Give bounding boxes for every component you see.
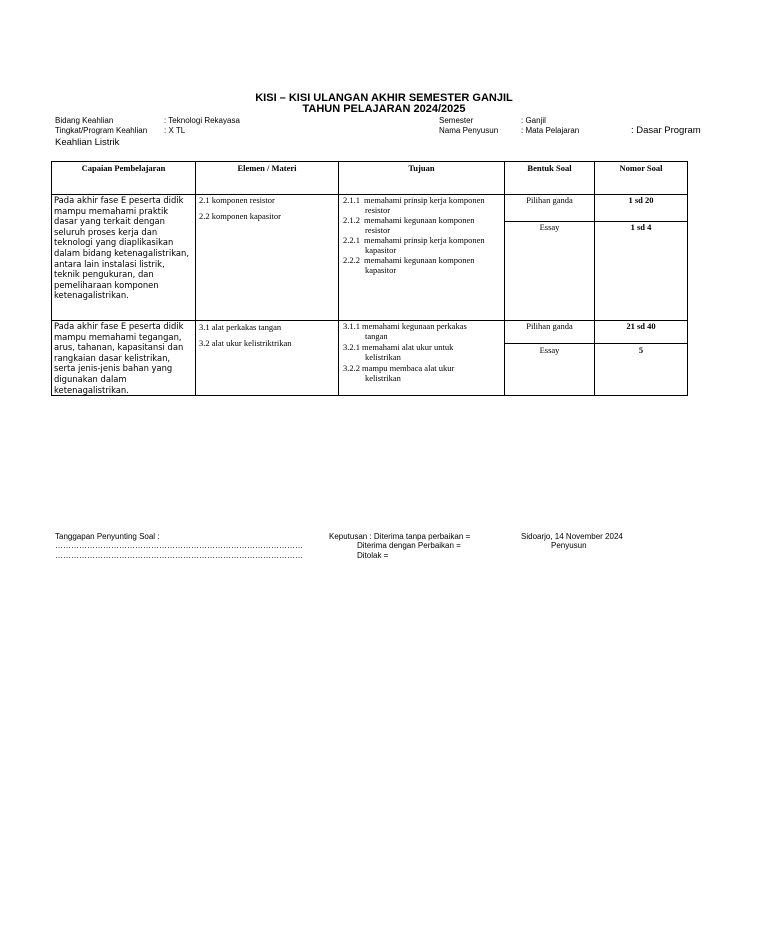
nomor-cell xyxy=(595,195,688,321)
header-nomor: Nomor Soal xyxy=(595,162,688,195)
tanggapan-dots-line1: ………………………………………………………………………………… xyxy=(55,541,303,550)
nomor-item: 1 sd 20 xyxy=(595,195,687,222)
bidang-value: : Teknologi Rekayasa xyxy=(164,116,240,125)
bentuk-cell xyxy=(505,321,595,396)
nomor-item: 1 sd 4 xyxy=(630,222,652,232)
tujuan-item: 2.1.2 memahami kegunaan komponen xyxy=(343,215,475,225)
nomor-item: 5 xyxy=(638,345,644,355)
tanggapan-label: Tanggapan Penyunting Soal : xyxy=(55,532,160,541)
tujuan-item-cont: kapasitor xyxy=(365,245,397,255)
semester-label: Semester xyxy=(439,116,474,125)
penyusun-signature-label: Penyusun xyxy=(551,541,587,550)
tujuan-item: 3.2.2 mampu membaca alat ukur xyxy=(343,363,455,373)
bentuk-item: Essay xyxy=(539,222,560,232)
elemen-item: 3.2 alat ukur kelistriktrikan xyxy=(199,338,292,348)
tingkat-label: Tingkat/Program Keahlian xyxy=(55,126,148,135)
penyusun-label: Nama Penyusun xyxy=(439,126,499,135)
keputusan-label: Keputusan : Diterima tanpa perbaikan = xyxy=(329,532,471,541)
table-header-row xyxy=(52,162,688,195)
document-subtitle: TAHUN PELAJARAN 2024/2025 xyxy=(302,103,466,115)
header-elemen: Elemen / Materi xyxy=(196,162,339,195)
tujuan-cell xyxy=(339,321,505,396)
tujuan-item-cont: kelistrikan xyxy=(365,352,401,362)
bentuk-cell xyxy=(505,195,595,321)
bentuk-item: Pilihan ganda xyxy=(505,195,594,222)
mapel-name: : Dasar Program xyxy=(631,125,701,136)
capaian-cell: Pada akhir fase E peserta didik mampu memahami tegangan, arus, tahanan, kapasitansi dan rangkaian dasar kelistrikan, serta jenis-jenis bahan yang digunakan dalam ketenagalistrikan. xyxy=(52,321,196,396)
tujuan-item: 2.2.2 memahami kegunaan komponen xyxy=(343,255,475,265)
elemen-item: 3.1 alat perkakas tangan xyxy=(199,322,282,332)
document-title: KISI – KISI ULANGAN AKHIR SEMESTER GANJIL xyxy=(255,92,513,104)
tujuan-item-cont: resistor xyxy=(365,205,391,215)
bentuk-item: Pilihan ganda xyxy=(505,321,594,344)
nomor-item: 21 sd 40 xyxy=(595,321,687,344)
kisi-table xyxy=(51,161,688,396)
tujuan-item-cont: kelistrikan xyxy=(365,373,401,383)
header-capaian: Capaian Pembelajaran xyxy=(52,162,196,195)
table-row xyxy=(52,321,688,396)
tingkat-value: : X TL xyxy=(164,126,186,135)
tujuan-item-cont: resistor xyxy=(365,225,391,235)
elemen-item: 2.2 komponen kapasitor xyxy=(199,211,281,221)
tujuan-item: 2.2.1 memahami prinsip kerja komponen xyxy=(343,235,485,245)
elemen-cell xyxy=(196,195,339,321)
place-date: Sidoarjo, 14 November 2024 xyxy=(521,532,623,541)
tujuan-item-cont: kapasitor xyxy=(365,265,397,275)
bidang-label: Bidang Keahlian xyxy=(55,116,114,125)
header-tujuan: Tujuan xyxy=(339,162,505,195)
table-row xyxy=(52,195,688,321)
semester-value: : Ganjil xyxy=(521,116,546,125)
elemen-item: 2.1 komponen resistor xyxy=(199,195,275,205)
elemen-cell xyxy=(196,321,339,396)
tanggapan-dots-line2: ………………………………………………………………………………… xyxy=(55,551,303,560)
tujuan-cell xyxy=(339,195,505,321)
tujuan-item-cont: tangan xyxy=(365,331,388,341)
nomor-cell xyxy=(595,321,688,396)
tujuan-item: 3.1.1 memahami kegunaan perkakas xyxy=(343,321,467,331)
tujuan-item: 3.2.1 memahami alat ukur untuk xyxy=(343,342,454,352)
diterima-perbaikan: Diterima dengan Perbaikan = xyxy=(357,541,461,550)
mapel-value: : Mata Pelajaran xyxy=(521,126,580,135)
ditolak: Ditolak = xyxy=(357,551,389,560)
capaian-cell: Pada akhir fase E peserta didik mampu memahami praktik dasar yang terkait dengan seluruh proses kerja dan teknologi yang diaplikasikan dalam bidang ketenagalistrikan, antara lain instalasi listrik, teknik pengukuran, dan pemeliharaan komponen ketenagalistrikan. xyxy=(52,195,196,321)
program-keahlian-cont: Keahlian Listrik xyxy=(55,137,120,148)
bentuk-item: Essay xyxy=(539,345,560,355)
tujuan-item: 2.1.1 memahami prinsip kerja komponen xyxy=(343,195,485,205)
header-bentuk: Bentuk Soal xyxy=(505,162,595,195)
